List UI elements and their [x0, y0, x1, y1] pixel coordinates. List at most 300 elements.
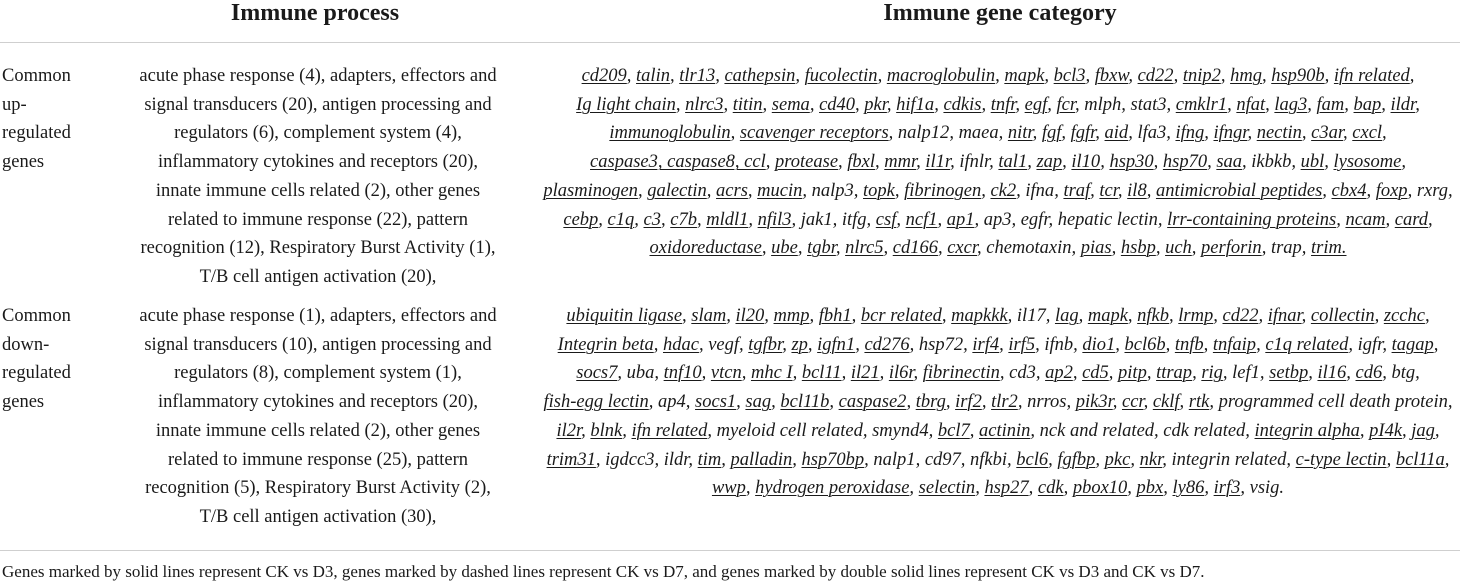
process-line: T/B cell antigen activation (30), [199, 506, 437, 527]
gene-item: hdac, [662, 334, 704, 355]
gene-name: tim [697, 449, 722, 470]
process-line: acute phase response (4), adapters, effectors and [139, 66, 497, 86]
gene-item: ubl, [1300, 152, 1329, 173]
gene-item: nlrc5, [845, 238, 889, 259]
gene-item: tnip2, [1182, 66, 1226, 86]
gene-item: tim, [697, 449, 726, 470]
gene-item: mmr, [884, 152, 921, 173]
gene-item: ube, [771, 238, 803, 259]
gene-name: tbrg [915, 392, 946, 413]
process-line: innate immune cells related (2), other genes [155, 180, 481, 201]
gene-name: slam [691, 306, 727, 326]
gene-name: nlrc3 [685, 94, 724, 115]
gene-name: stat3 [1130, 94, 1167, 115]
gene-item: ncam, [1345, 209, 1391, 230]
gene-item: bcl11, [801, 363, 847, 384]
gene-item: c1q related, [1265, 334, 1353, 355]
process-line: recognition (12), Respiratory Burst Activity (1), [140, 238, 496, 259]
gene-name: lef1 [1232, 363, 1260, 384]
gene-name: pitp [1118, 363, 1147, 384]
gene-item: bcl6b, [1124, 334, 1171, 355]
gene-item: cxcr, [947, 238, 982, 259]
gene-name: nectin [1256, 123, 1302, 144]
gene-name: fucolectin [804, 66, 878, 86]
gene-name: rig [1201, 363, 1223, 384]
gene-name: nrros [1027, 392, 1067, 413]
gene-name: fam [1316, 94, 1345, 115]
gene-item: scavenger receptors, [739, 123, 894, 144]
gene-name: tnfaip [1212, 334, 1257, 355]
gene-name: tgbr [807, 238, 836, 259]
gene-item: hydrogen peroxidase, [755, 478, 915, 499]
gene-item: ap1, [946, 209, 980, 230]
gene-name: ifng [1175, 123, 1205, 144]
header-rule [0, 42, 1460, 43]
gene-name: tlr13 [679, 66, 716, 86]
gene-name: lag [1054, 306, 1079, 326]
gene-item: tnfaip, [1212, 334, 1261, 355]
gene-item: irf3, [1213, 478, 1245, 499]
gene-item: ly86, [1172, 478, 1209, 499]
gene-name: fbh1 [818, 306, 852, 326]
gene-name: irf2 [955, 392, 982, 413]
gene-name: dio1 [1082, 334, 1116, 355]
gene-name: lag3 [1274, 94, 1308, 115]
gene-item: talin, [636, 66, 675, 86]
gene-item: nitr, [1007, 123, 1038, 144]
gene-item: oxidoreductase, [649, 238, 767, 259]
gene-name: ap1 [946, 209, 975, 230]
gene-name: il8 [1127, 180, 1147, 201]
row-label-line: genes [2, 152, 45, 173]
gene-name: cdk related [1163, 420, 1246, 441]
gene-item: aid, [1104, 123, 1133, 144]
gene-item: ifn related, [1333, 66, 1415, 86]
gene-name: cd3 [1009, 363, 1036, 384]
gene-item: il1r, [925, 152, 955, 173]
process-line: signal transducers (20), antigen processing and [144, 94, 492, 115]
process-line: recognition (5), Respiratory Burst Activity (2), [145, 478, 491, 499]
gene-name: myeloid cell related [716, 420, 863, 441]
gene-item: dio1, [1082, 334, 1120, 355]
gene-name: chemotaxin [986, 238, 1072, 259]
gene-name: ifn related [1333, 66, 1410, 86]
gene-name: tnf10 [663, 363, 702, 384]
gene-name: wwp [711, 478, 746, 499]
gene-item: hepatic lectin, [1057, 209, 1163, 230]
gene-name: trim31 [546, 449, 596, 470]
gene-name: ttrap [1156, 363, 1193, 384]
gene-name: c1q related [1265, 334, 1349, 355]
gene-name: bcl6 [1016, 449, 1049, 470]
gene-item: vegf, [708, 334, 744, 355]
gene-item: lysosome, [1333, 152, 1406, 173]
gene-item: tgbr, [807, 238, 841, 259]
gene-item: lrr-containing proteins, [1167, 209, 1341, 230]
process-line: T/B cell antigen activation (20), [199, 266, 437, 287]
gene-item: macroglobulin, [886, 66, 1000, 86]
gene-name: fgfbp [1057, 449, 1096, 470]
gene-name: scavenger receptors [739, 123, 889, 144]
gene-name: card [1394, 209, 1428, 230]
gene-item: cd40, [819, 94, 860, 115]
gene-name: nkr [1139, 449, 1163, 470]
gene-item: fucolectin, [804, 66, 883, 86]
process-cell-up [106, 62, 530, 292]
process-line: innate immune cells related (2), other genes [155, 420, 481, 441]
gene-item: cebp, [563, 209, 603, 230]
gene-item: rtk, [1188, 392, 1214, 413]
gene-item: lef1, [1232, 363, 1265, 384]
gene-name: il1r [925, 152, 951, 173]
gene-item: ifnlr, [959, 152, 994, 173]
gene-item: perforin, [1201, 238, 1267, 259]
gene-name: plasminogen [543, 180, 638, 201]
gene-name: tagap [1391, 334, 1434, 355]
gene-item: chemotaxin, [986, 238, 1077, 259]
gene-name: il17 [1016, 306, 1046, 326]
gene-item: foxp, [1375, 180, 1413, 201]
gene-item: mlph, [1084, 94, 1126, 115]
gene-item: tnfr, [990, 94, 1021, 115]
gene-name: hif1a [896, 94, 935, 115]
gene-name: il20 [735, 306, 765, 326]
gene-item [1311, 238, 1346, 258]
gene-name: integrin related [1171, 449, 1287, 470]
gene-item: fam, [1316, 94, 1349, 115]
process-line: regulators (6), complement system (4), [174, 123, 462, 144]
gene-item: bap, [1353, 94, 1386, 115]
gene-item: fbxl, [847, 152, 880, 173]
gene-name: hsp27 [984, 478, 1029, 499]
row-label-line: regulated [2, 123, 71, 144]
gene-item: tlr2, [991, 392, 1023, 413]
gene-item: c1q, [607, 209, 639, 230]
process-line: inflammatory cytokines and receptors (20), [157, 152, 479, 173]
gene-name: hmg [1230, 66, 1262, 86]
gene-name: perforin [1201, 238, 1262, 259]
gene-item: nfkbi, [970, 449, 1012, 470]
gene-name: lysosome [1333, 152, 1402, 173]
gene-name: integrin alpha [1254, 420, 1360, 441]
gene-item: cdkis, [943, 94, 987, 115]
gene-item: irf4, [972, 334, 1004, 355]
gene-name: rxrg [1416, 180, 1448, 201]
gene-name: nalp1 [873, 449, 916, 470]
gene-item: topk, [863, 180, 900, 201]
gene-item: il20, [735, 306, 769, 326]
gene-name: galectin [647, 180, 707, 201]
gene-name: igfr [1357, 334, 1383, 355]
gene-item: igfn1, [817, 334, 860, 355]
gene-item: nalp1, [873, 449, 921, 470]
row-label-line: up- [2, 94, 27, 115]
gene-name: ap3 [983, 209, 1012, 230]
gene-item: pitp, [1118, 363, 1152, 384]
gene-item: antimicrobial peptides, [1155, 180, 1327, 201]
gene-name: ap4 [658, 392, 686, 413]
gene-name: hsp70bp [801, 449, 865, 470]
gene-name: fibrinogen [904, 180, 982, 201]
gene-name: cd166 [892, 238, 938, 259]
gene-item: fibrinogen, [904, 180, 986, 201]
gene-name: bcl11 [801, 363, 842, 384]
gene-item: ubiquitin ligase, [566, 306, 687, 326]
gene-name: ildr [663, 449, 689, 470]
gene-item: cmklr1, [1175, 94, 1232, 115]
gene-item: nfkb, [1137, 306, 1174, 326]
gene-name: pbox10 [1072, 478, 1128, 499]
gene-name: nfat [1236, 94, 1266, 115]
gene-item: ifng, [1175, 123, 1209, 144]
gene-name: fish-egg lectin [543, 392, 649, 413]
gene-name: mldl1 [706, 209, 749, 230]
gene-item: pik3r, [1075, 392, 1118, 413]
gene-item: ap2, [1045, 363, 1078, 384]
row-label-line: Common [2, 66, 71, 86]
gene-item: bcl3, [1053, 66, 1091, 86]
gene-item: il8, [1127, 180, 1152, 201]
gene-name: il6r [888, 363, 914, 384]
gene-name: il21 [850, 363, 880, 384]
gene-item: hsp70, [1162, 152, 1212, 173]
gene-item: cd5, [1082, 363, 1114, 384]
gene-name: cebp [563, 209, 599, 230]
gene-item: tnfb, [1174, 334, 1209, 355]
gene-item: uba, [626, 363, 659, 384]
gene-name: nalp3 [811, 180, 854, 201]
gene-name: nfkbi [970, 449, 1008, 470]
gene-item: vtcn, [710, 363, 747, 384]
gene-item: mldl1, [706, 209, 753, 230]
gene-item: titin, [732, 94, 768, 115]
gene-name: uch [1165, 238, 1192, 259]
process-line: inflammatory cytokines and receptors (20), [157, 392, 479, 413]
gene-cell-up [542, 62, 1454, 263]
gene-item: cd22, [1222, 306, 1264, 326]
gene-item: wwp, [711, 478, 751, 499]
gene-name: il2r [556, 420, 582, 441]
gene-item: ifngr, [1213, 123, 1253, 144]
gene-item: trap, [1270, 238, 1307, 259]
gene-name: igdcc3 [605, 449, 655, 470]
row-label-up [2, 62, 102, 177]
gene-item: irf2, [955, 392, 987, 413]
gene-item: csf, [875, 209, 901, 230]
gene-name: lrmp [1178, 306, 1214, 326]
gene-item: hmg, [1230, 66, 1267, 86]
gene-item: mapkkk, [951, 306, 1013, 326]
process-line: regulators (8), complement system (1), [174, 363, 462, 384]
gene-name: pkc [1104, 449, 1131, 470]
gene-item: acrs, [716, 180, 753, 201]
gene-item: cbx4, [1331, 180, 1372, 201]
gene-name: nitr [1007, 123, 1033, 144]
gene-item: ildr, [663, 449, 694, 470]
gene-name: socs1 [695, 392, 737, 413]
gene-name: bap [1353, 94, 1382, 115]
gene-item: cd3, [1009, 363, 1041, 384]
gene-name: mmr [884, 152, 917, 173]
gene-name: fbxw [1094, 66, 1129, 86]
gene-item: collectin, [1310, 306, 1380, 326]
gene-item: ck2, [990, 180, 1021, 201]
gene-name: rtk [1188, 392, 1210, 413]
gene-item: ap4, [658, 392, 691, 413]
gene-item: myeloid cell related, [716, 420, 868, 441]
gene-item: jak1, [800, 209, 838, 230]
gene-name: mucin [757, 180, 803, 201]
gene-name: ncam [1345, 209, 1386, 230]
gene-item: il16, [1317, 363, 1351, 384]
gene-item: zcchc, [1383, 306, 1430, 326]
gene-item: hsp30, [1109, 152, 1159, 173]
gene-name: pkr [864, 94, 887, 115]
gene-item: traf, [1063, 180, 1095, 201]
gene-item: nck and related, [1039, 420, 1159, 441]
gene-item: caspase2, [838, 392, 912, 413]
gene-item: il17, [1016, 306, 1051, 326]
gene-name: nfkb [1137, 306, 1170, 326]
gene-item: cdk, [1037, 478, 1069, 499]
gene-item: ifnar, [1267, 306, 1307, 326]
gene-name: bcl11a [1395, 449, 1445, 470]
gene-name: pias [1080, 238, 1112, 259]
gene-item: lag3, [1274, 94, 1312, 115]
gene-name: igfn1 [817, 334, 856, 355]
gene-name: traf [1063, 180, 1091, 201]
gene-name: sema [771, 94, 810, 115]
gene-name: bcl3 [1053, 66, 1086, 86]
gene-item: pkc, [1104, 449, 1135, 470]
gene-item: integrin related, [1171, 449, 1292, 470]
gene-name: cd276 [864, 334, 910, 355]
gene-item: nfil3, [757, 209, 797, 230]
gene-item: hsp70bp, [801, 449, 869, 470]
gene-item: saa, [1216, 152, 1247, 173]
gene-name: fgf [1041, 123, 1062, 144]
gene-item: rxrg, [1416, 180, 1453, 201]
gene-item: fgfr, [1070, 123, 1100, 144]
gene-item: ttrap, [1156, 363, 1197, 384]
gene-name: hydrogen peroxidase [755, 478, 910, 499]
gene-item: hsp27, [984, 478, 1034, 499]
gene-item: il21, [850, 363, 885, 384]
gene-item: protease, [775, 152, 843, 173]
gene-name: c1q [607, 209, 635, 230]
gene-name: zp [791, 334, 808, 355]
gene-name: fgfr [1070, 123, 1096, 144]
gene-name: pbx [1136, 478, 1164, 499]
gene-item: fibrinectin, [922, 363, 1005, 384]
header-immune-gene-category: Immune gene category [883, 0, 1117, 26]
gene-name: pik3r [1075, 392, 1113, 413]
gene-item: ifn related, [631, 420, 712, 441]
gene-name: titin [732, 94, 763, 115]
gene-name: nlrc5 [845, 238, 884, 259]
gene-item: nalp12, [897, 123, 954, 144]
process-line: acute phase response (1), adapters, effectors and [139, 306, 497, 326]
gene-item: maea, [958, 123, 1004, 144]
row-label-line: Common [2, 306, 71, 326]
gene-name: ccr [1121, 392, 1144, 413]
gene-name: cd5 [1082, 363, 1109, 384]
gene-name: saa [1216, 152, 1243, 173]
gene-name: cd97 [924, 449, 961, 470]
gene-name: tlr2 [991, 392, 1018, 413]
gene-item: tal1, [998, 152, 1032, 173]
gene-item: hif1a, [896, 94, 939, 115]
gene-name: mhc I [750, 363, 793, 384]
gene-item: integrin alpha, [1254, 420, 1365, 441]
gene-item: tagap, [1391, 334, 1439, 355]
gene-name: jag [1411, 420, 1435, 441]
gene-item: tcr, [1099, 180, 1123, 201]
gene-name: protease [775, 152, 839, 173]
gene-name: oxidoreductase [649, 238, 762, 259]
gene-item: rig, [1201, 363, 1228, 384]
gene-name: cdk [1037, 478, 1064, 499]
gene-item: il2r, [556, 420, 586, 441]
gene-name: mapk [1004, 66, 1045, 86]
gene-name: vtcn [710, 363, 742, 384]
gene-item: pkr, [864, 94, 892, 115]
gene-name: ube [771, 238, 798, 259]
gene-item: pbx, [1136, 478, 1168, 499]
gene-name: talin [636, 66, 670, 86]
gene-item: sema, [771, 94, 815, 115]
gene-name: maea [958, 123, 999, 144]
gene-item: ap3, [983, 209, 1017, 230]
gene-item: palladin, [730, 449, 797, 470]
gene-name: hsp90b [1271, 66, 1325, 86]
gene-name: tnfr [990, 94, 1016, 115]
gene-name: ubiquitin ligase [566, 306, 683, 326]
gene-name: cxcr [947, 238, 977, 259]
gene-name: cd209 [581, 66, 627, 86]
gene-item: ildr, [1390, 94, 1420, 115]
gene-item: card, [1394, 209, 1433, 230]
gene-item: Ig light chain, [576, 94, 681, 115]
gene-name: cklf [1152, 392, 1180, 413]
gene-name: zcchc [1383, 306, 1425, 326]
gene-name: nfil3 [757, 209, 792, 230]
gene-item: nalp3, [811, 180, 859, 201]
gene-item: plasminogen, [543, 180, 643, 201]
gene-item: pbox10, [1072, 478, 1132, 499]
gene-name: smynd4 [872, 420, 929, 441]
gene-item: ncf1, [905, 209, 943, 230]
gene-item: caspase3, caspase8, ccl, [590, 152, 771, 173]
gene-name: mapk [1087, 306, 1128, 326]
gene-name: uba [626, 363, 655, 384]
gene-item: programmed cell death protein, [1218, 392, 1453, 413]
gene-item: stat3, [1130, 94, 1172, 115]
gene-item: c3ar, [1311, 123, 1348, 144]
gene-item: mapk, [1087, 306, 1133, 326]
gene-name: trap [1270, 238, 1302, 259]
gene-item: immunoglobulin, [609, 123, 736, 144]
gene-item: bcl11b, [780, 392, 834, 413]
gene-item: cd276, [864, 334, 915, 355]
gene-name: hepatic lectin [1057, 209, 1158, 230]
gene-name: hsp30 [1109, 152, 1154, 173]
gene-item: blnk, [590, 420, 627, 441]
footer-rule [0, 550, 1460, 551]
gene-item: bcl11a, [1395, 449, 1450, 470]
gene-item: trim31, [546, 449, 601, 470]
gene-name: hsp70 [1162, 152, 1208, 173]
